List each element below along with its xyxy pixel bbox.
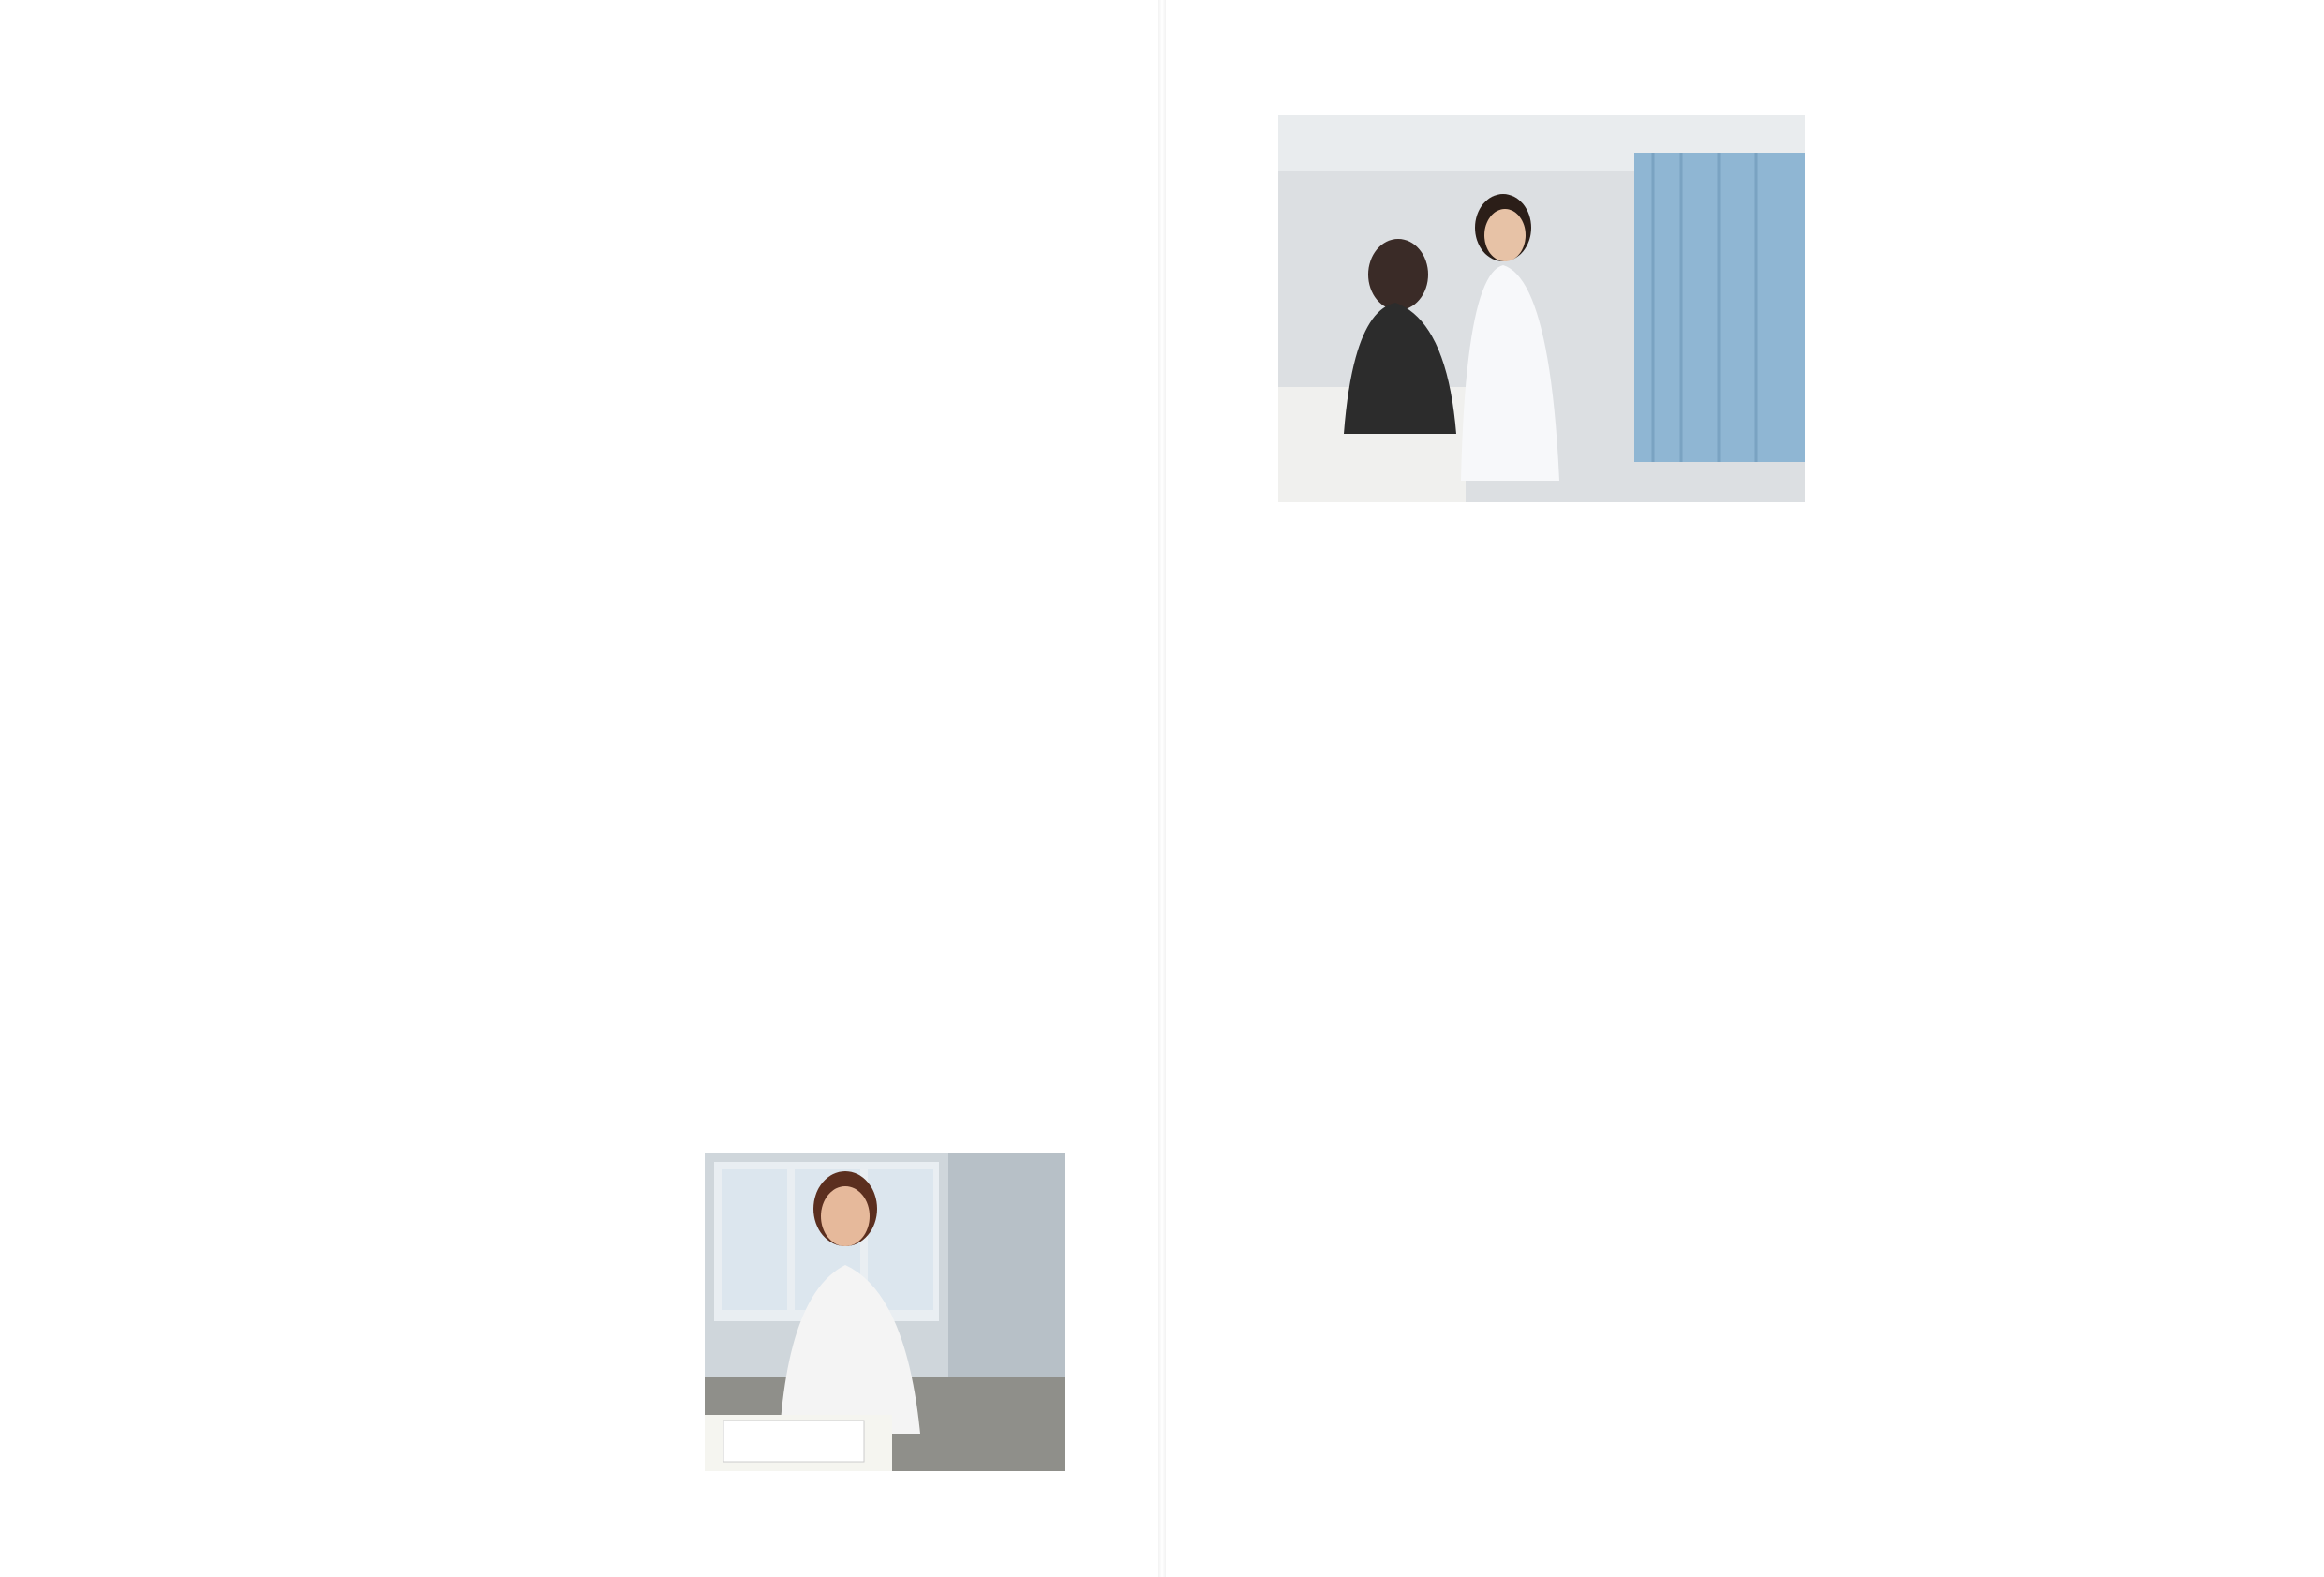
patient-photo <box>1278 115 1805 502</box>
article-column-1 <box>92 302 390 1501</box>
essay-column-2 <box>1580 527 1840 1501</box>
essay-column-2-top <box>1824 105 1914 517</box>
article-column-3 <box>759 94 1064 1199</box>
right-page <box>1162 0 2324 1577</box>
article-column-2 <box>426 302 723 1501</box>
doctor-photo <box>705 1153 1065 1471</box>
essay-column-3 <box>1936 105 2217 817</box>
essay-column-1 <box>1280 527 1541 1501</box>
